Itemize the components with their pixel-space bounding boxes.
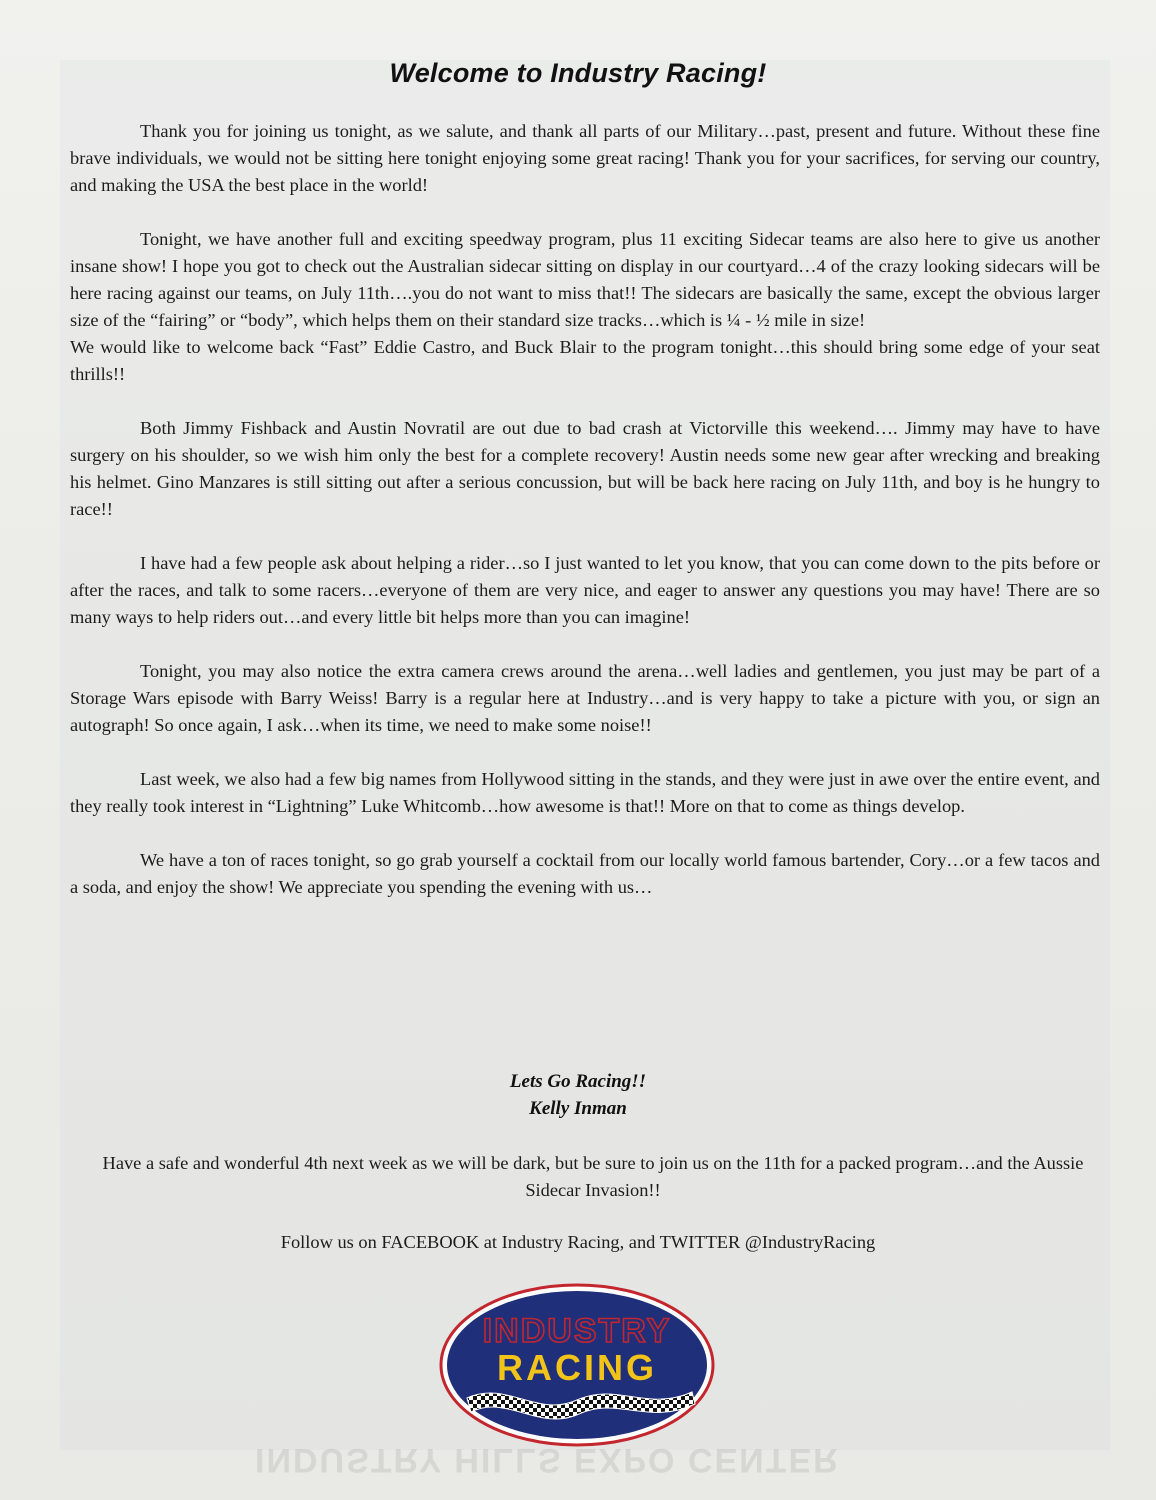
signoff-slogan: Lets Go Racing!! <box>509 1071 647 1092</box>
closing-note: Have a safe and wonderful 4th next week as we will be dark, but be sure to join us on the 11th for a packed program…and the Aussie Sidecar Invasion!! <box>102 1153 1084 1200</box>
paragraph-hollywood: Last week, we also had a few big names from Hollywood sitting in the stands, and they were just in awe over the entire event, and they really took interest in “Lightning” Luke Whitcomb…how awesome is that!! More on that to come as things develop. <box>70 769 1100 816</box>
industry-racing-logo <box>437 1280 717 1450</box>
paragraph-injuries: Both Jimmy Fishback and Austin Novratil are out due to bad crash at Victorville this weekend…. Jimmy may have to have surgery on his shoulder, so we wish him only the best for a complete recovery! Austin needs some new gear after wrecking and breaking his helmet. Gino Manzares is still sitting out after a serious concussion, but will be back here racing on July 11th, and boy is he hungry to race!! <box>70 418 1100 519</box>
letter-body <box>70 118 1100 928</box>
paragraph-cocktails: We have a ton of races tonight, so go grab yourself a cocktail from our locally world famous bartender, Cory…or a few tacos and a soda, and enjoy the show! We appreciate you spending the evening with us… <box>70 850 1100 897</box>
paragraph-camera-crews: Tonight, you may also notice the extra camera crews around the arena…well ladies and gentlemen, you just may be part of a Storage Wars episode with Barry Weiss! Barry is a regular here at Industry…and is very happy to take a picture with you, or sign an autograph! So once again, I ask…when its time, we need to make some noise!! <box>70 661 1100 735</box>
paragraph-military-thanks: Thank you for joining us tonight, as we salute, and thank all parts of our Military…past, present and future. Without these fine brave individuals, we would not be sitting here tonight enjoying some great racing! Thank you for your sacrifices, for serving our country, and making the USA the best place in the world! <box>70 121 1100 195</box>
logo-text-racing: RACING <box>497 1347 657 1388</box>
signoff-author: Kelly Inman <box>529 1098 627 1119</box>
social-follow-line: Follow us on FACEBOOK at Industry Racing, and TWITTER @IndustryRacing <box>280 1232 876 1252</box>
print-through-watermark: INDUSTRY HILLS EXPO CENTER <box>255 1441 840 1479</box>
paragraph-help-riders: I have had a few people ask about helping a rider…so I just wanted to let you know, that you can come down to the pits before or after the races, and talk to some racers…everyone of them are very nice, and eager to answer any questions you may have! There are so many ways to help riders out…and every little bit helps more than you can imagine! <box>70 553 1100 627</box>
signoff <box>0 1068 1156 1122</box>
paragraph-sidecar-program: Tonight, we have another full and exciting speedway program, plus 11 exciting Sidecar teams are also here to give us another insane show! I hope you got to check out the Australian sidecar sitting on display in our courtyard…4 of the crazy looking sidecars will be here racing against our teams, on July 11th….you do not want to miss that!! The sidecars are basically the same, except the obvious larger size of the “fairing” or “body”, which helps them on their standard size tracks…which is ¼ - ½ mile in size! <box>70 229 1100 330</box>
paragraph-welcome-back: We would like to welcome back “Fast” Eddie Castro, and Buck Blair to the program tonight…this should bring some edge of your seat thrills!! <box>70 337 1100 384</box>
logo-text-industry: INDUSTRY <box>482 1312 672 1350</box>
page-title: Welcome to Industry Racing! <box>389 58 767 88</box>
